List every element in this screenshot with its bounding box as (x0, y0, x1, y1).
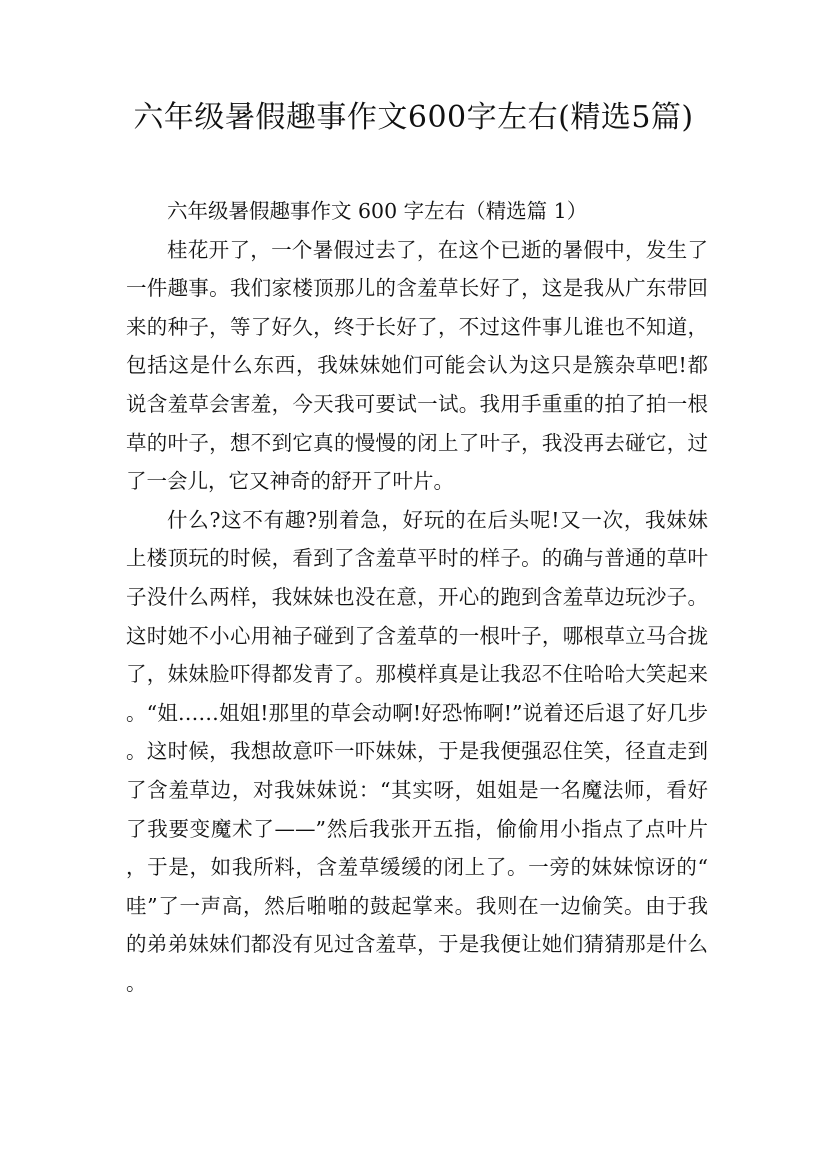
document-title: 六年级暑假趣事作文600字左右(精选5篇) (133, 100, 694, 135)
document-body (126, 192, 708, 1002)
section-heading: 六年级暑假趣事作文 600 字左右（精选篇 1） (167, 199, 588, 223)
paragraph-1: 桂花开了，一个暑假过去了，在这个已逝的暑假中，发生了一件趣事。我们家楼顶那儿的含羞草长好了，这是我从广东带回来的种子，等了好久，终于长好了，不过这件事儿谁也不知道，包括这是什么东西，我妹妹她们可能会认为这只是簇杂草吧!都说含羞草会害羞，今天我可要试一试。我用手重重的拍了拍一根草的叶子，想不到它真的慢慢的闭上了叶子，我没再去碰它，过了一会儿，它又神奇的舒开了叶片。 (126, 237, 708, 494)
paragraph-2: 什么?这不有趣?别着急，好玩的在后头呢!又一次，我妹妹上楼顶玩的时候，看到了含羞草平时的样子。的确与普通的草叶子没什么两样，我妹妹也没在意，开心的跑到含羞草边玩沙子。这时她不小心用袖子碰到了含羞草的一根叶子，哪根草立马合拢了，妹妹脸吓得都发青了。那模样真是让我忍不住哈哈大笑起来。“姐……姐姐!那里的草会动啊!好恐怖啊!”说着还后退了好几步。这时候，我想故意吓一吓妹妹，于是我便强忍住笑，径直走到了含羞草边，对我妹妹说：“其实呀，姐姐是一名魔法师，看好了我要变魔术了——”然后我张开五指，偷偷用小指点了点叶片，于是，如我所料，含羞草缓缓的闭上了。一旁的妹妹惊讶的“哇”了一声高，然后啪啪的鼓起掌来。我则在一边偷笑。由于我的弟弟妹妹们都没有见过含羞草，于是我便让她们猜猜那是什么。 (126, 507, 708, 995)
